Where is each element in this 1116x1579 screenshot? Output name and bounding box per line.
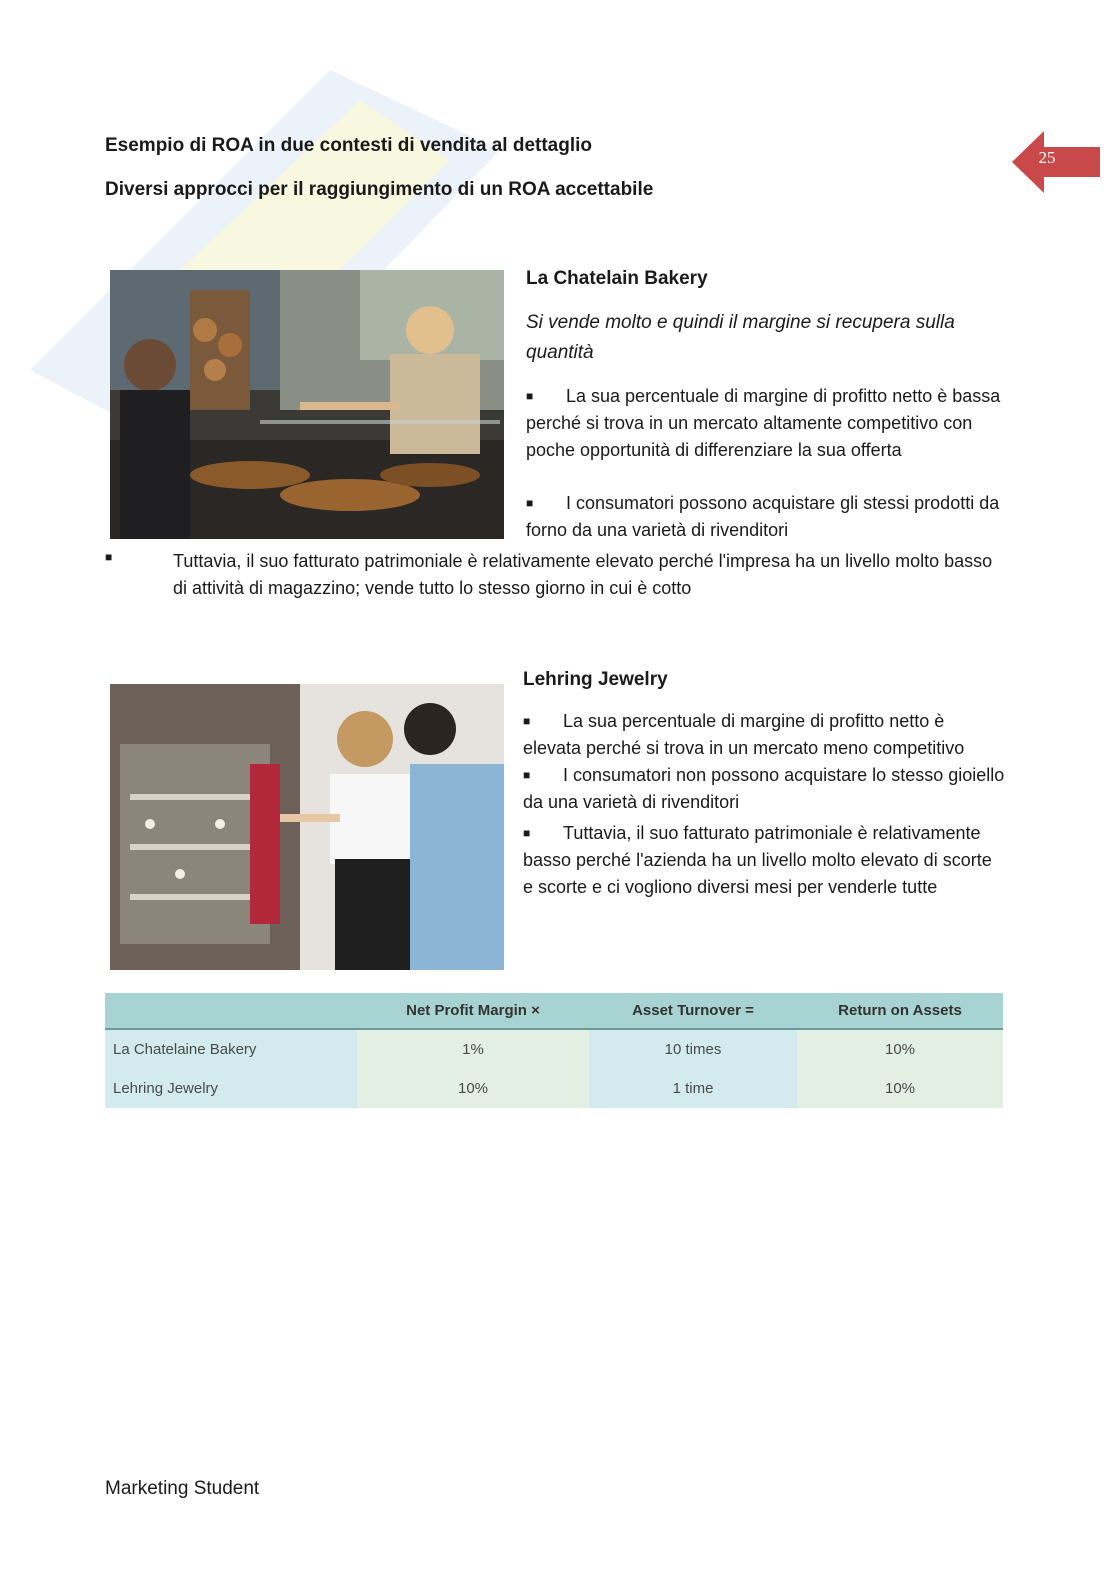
bakery-bullet-1-text: La sua percentuale di margine di profitto netto è bassa perché si trova in un mercato altamente competitivo con poche opportunità di differenziare la sua offerta: [526, 386, 1001, 460]
table-row: [105, 1069, 1003, 1108]
footer-text: Marketing Student: [105, 1478, 260, 1499]
row-label: La Chatelaine Bakery: [105, 1029, 357, 1069]
roa-comparison-table: [105, 993, 1003, 1108]
jewelry-bullet-1-text: La sua percentuale di margine di profitto netto è elevata perché si trova in un mercato meno competitivo: [523, 711, 965, 758]
table-header-row: [105, 993, 1003, 1029]
jewelry-title: Lehring Jewelry: [523, 669, 668, 690]
jewelry-bullet-2-text: I consumatori non possono acquistare lo stesso gioiello da una varietà di rivenditori: [523, 765, 1005, 812]
jewelry-bullet-2: [523, 762, 1005, 816]
bakery-subtitle: Si vende molto e quindi il margine si recupera sulla quantità: [526, 312, 955, 363]
bullet-square-icon: ■: [523, 768, 531, 782]
cell-turnover: 1 time: [589, 1069, 797, 1108]
bullet-square-icon: ■: [523, 826, 531, 840]
bakery-bullet-3: [105, 548, 1005, 602]
table-row: [105, 1029, 1003, 1069]
table-header-npm: Net Profit Margin ×: [357, 993, 589, 1029]
bakery-bullet-1: [526, 383, 1004, 464]
table-header-roa: Return on Assets: [797, 993, 1003, 1029]
jewelry-photo: [110, 684, 504, 970]
bullet-square-icon: ■: [526, 496, 534, 510]
cell-turnover: 10 times: [589, 1029, 797, 1069]
table-header-turnover: Asset Turnover =: [589, 993, 797, 1029]
cell-roa: 10%: [797, 1069, 1003, 1108]
jewelry-bullet-3: [523, 820, 1005, 901]
table-header-empty: [105, 993, 357, 1029]
jewelry-bullet-1: [523, 708, 1005, 762]
cell-npm: 10%: [357, 1069, 589, 1108]
cell-npm: 1%: [357, 1029, 589, 1069]
bullet-square-icon: ■: [523, 714, 531, 728]
page-number: 25: [1038, 148, 1056, 167]
cell-roa: 10%: [797, 1029, 1003, 1069]
heading-primary: Esempio di ROA in due contesti di vendita al dettaglio: [105, 135, 593, 156]
bakery-title: La Chatelain Bakery: [526, 268, 708, 289]
bakery-bullet-2: [526, 490, 1004, 544]
jewelry-bullet-3-text: Tuttavia, il suo fatturato patrimoniale è relativamente basso perché l'azienda ha un livello molto elevato di scorte e scorte e ci vogliono diversi mesi per venderle tutte: [523, 823, 992, 897]
bakery-bullet-3-text: Tuttavia, il suo fatturato patrimoniale è relativamente elevato perché l'impresa ha un livello molto basso di attività di magazzino; vende tutto lo stesso giorno in cui è cotto: [173, 551, 993, 598]
bullet-square-icon: ■: [105, 550, 113, 564]
bakery-photo: [110, 270, 504, 539]
heading-secondary: Diversi approcci per il raggiungimento di un ROA accettabile: [105, 179, 654, 200]
bullet-square-icon: ■: [526, 389, 534, 403]
bakery-bullet-2-text: I consumatori possono acquistare gli stessi prodotti da forno da una varietà di rivenditori: [526, 493, 1000, 540]
row-label: Lehring Jewelry: [105, 1069, 357, 1108]
